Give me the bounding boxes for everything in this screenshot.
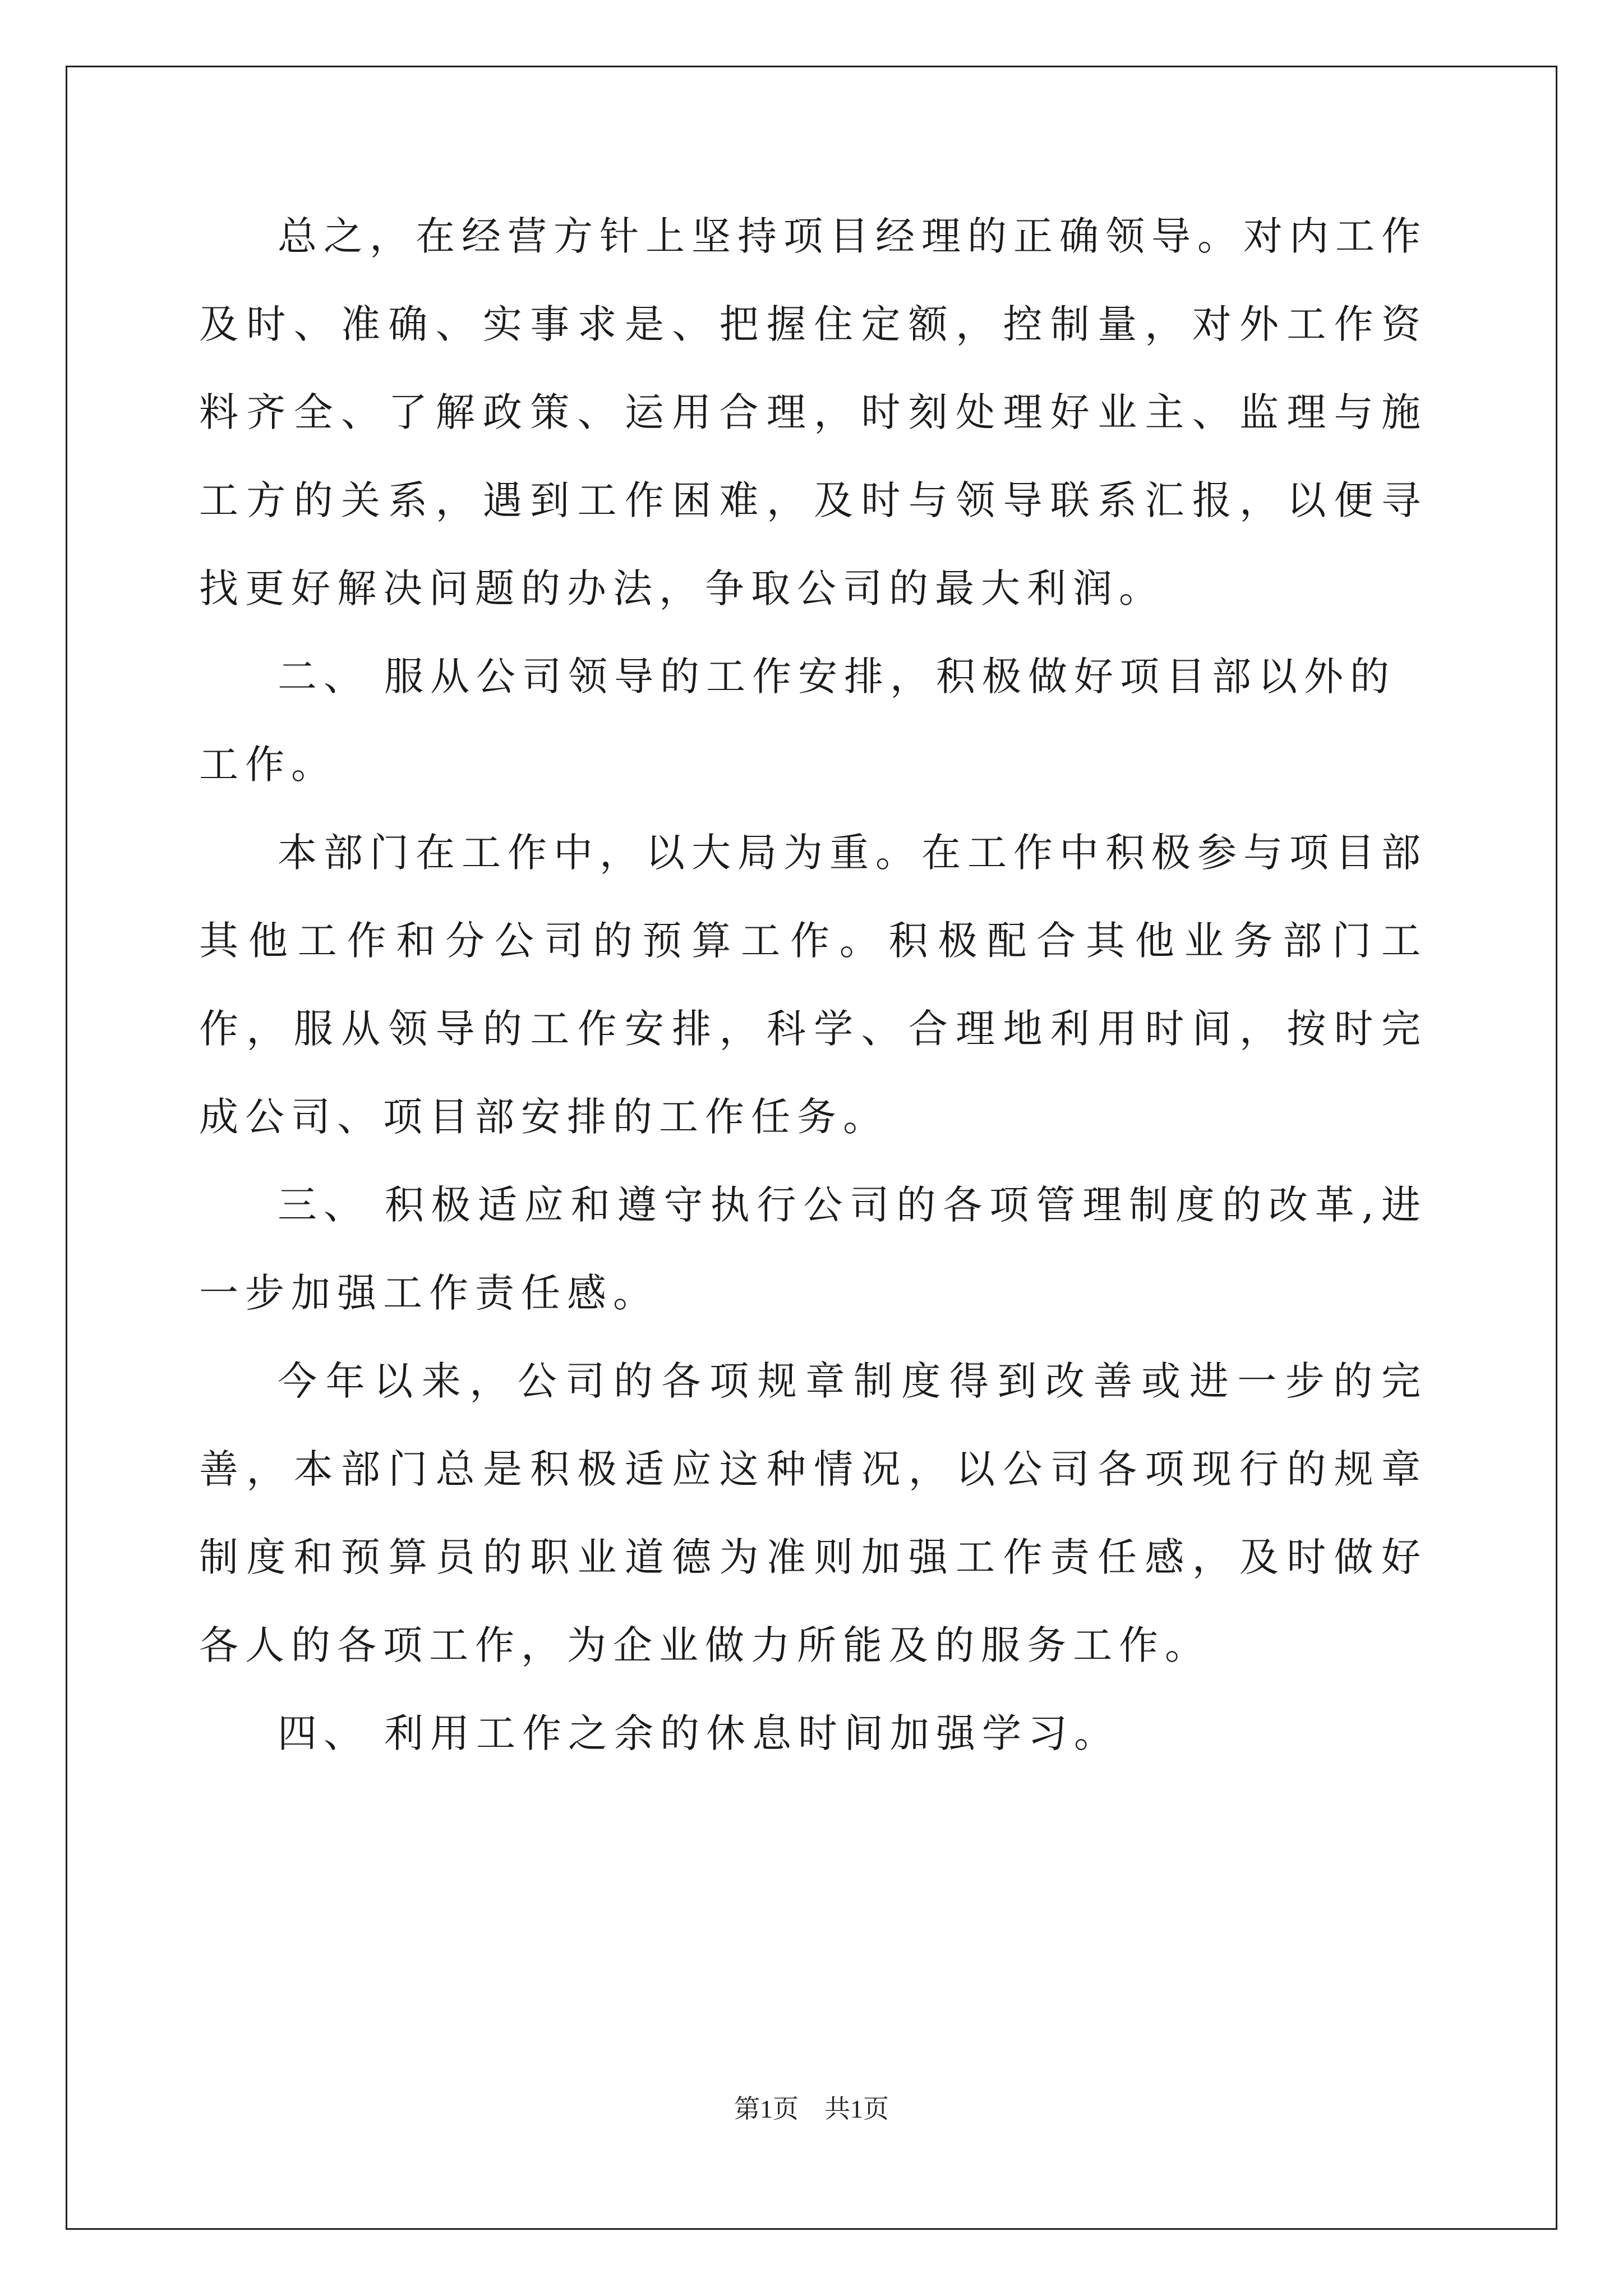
paragraph-section-2-body: 本部门在工作中，以大局为重。在工作中积极参与项目部其他工作和分公司的预算工作。积极配合其他业务部门工作，服从领导的工作安排，科学、合理地利用时间，按时完成公司、项目部安排的工作任务。 xyxy=(199,830,1427,1140)
section-heading-4 xyxy=(199,1690,1427,1778)
section-number: 二、 xyxy=(278,654,370,700)
section-title: 积极适应和遵守执行公司的各项管理制度的改革,进一步加强工作责任感。 xyxy=(199,1182,1427,1316)
section-heading-2 xyxy=(199,633,1427,809)
section-number: 四、 xyxy=(278,1710,370,1756)
section-heading-3 xyxy=(199,1161,1427,1337)
section-title: 服从公司领导的工作安排，积极做好项目部以外的工作。 xyxy=(199,654,1396,788)
section-title: 利用工作之余的休息时间加强学习。 xyxy=(384,1710,1120,1756)
document-body xyxy=(199,192,1427,1778)
paragraph-summary: 总之，在经营方针上坚持项目经理的正确领导。对内工作及时、准确、实事求是、把握住定额，控制量，对外工作资料齐全、了解政策、运用合理，时刻处理好业主、监理与施工方的关系，遇到工作困难，及时与领导联系汇报，以便寻找更好解决问题的办法，争取公司的最大利润。 xyxy=(199,213,1427,611)
page-footer: 第1页 共1页 xyxy=(734,2095,889,2123)
section-number: 三、 xyxy=(278,1182,370,1228)
paragraph-section-3-body: 今年以来，公司的各项规章制度得到改善或进一步的完善，本部门总是积极适应这种情况，以公司各项现行的规章制度和预算员的职业道德为准则加强工作责任感，及时做好各人的各项工作，为企业做力所能及的服务工作。 xyxy=(199,1358,1427,1668)
